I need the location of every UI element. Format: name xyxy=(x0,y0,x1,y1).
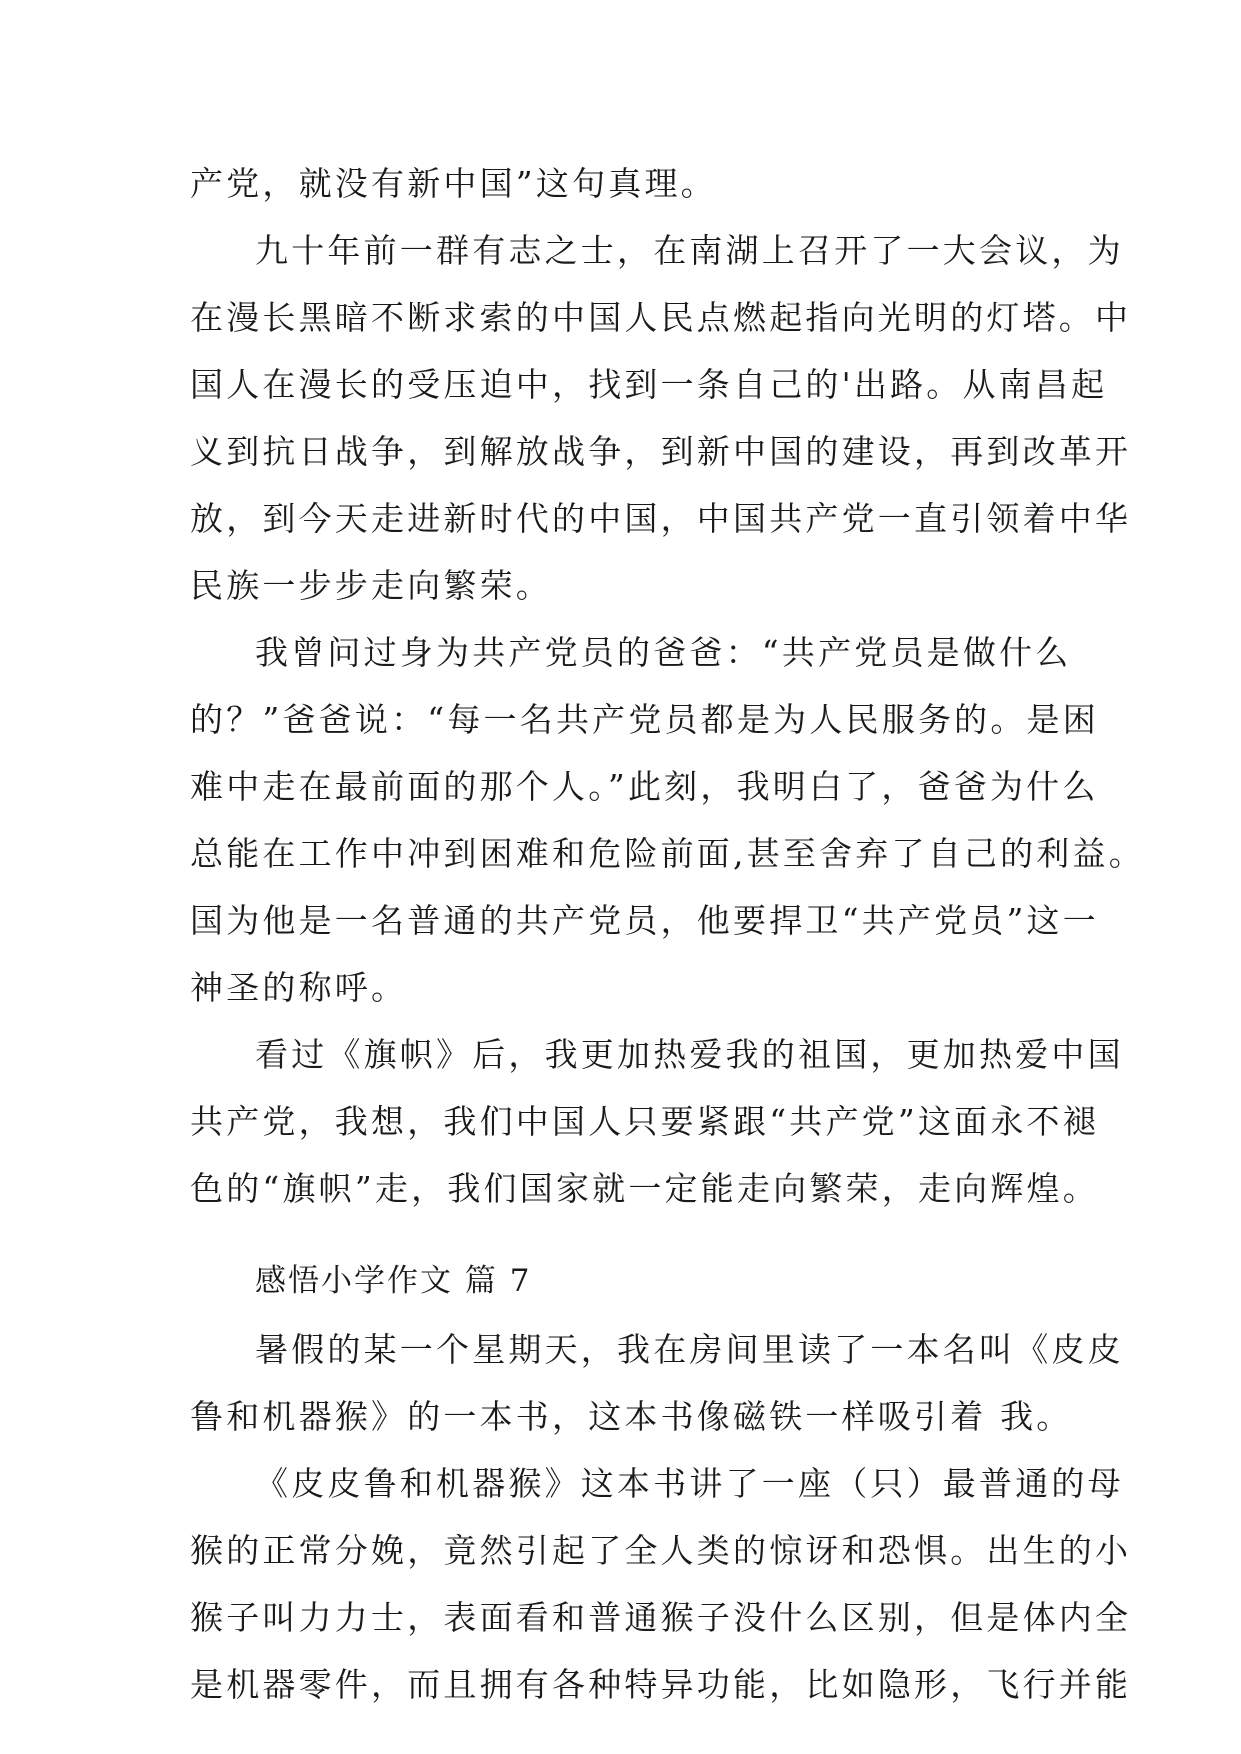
text-line: 的？”爸爸说：“每一名共产党员都是为人民服务的。是困 xyxy=(190,700,1099,739)
text-line: 暑假的某一个星期天，我在房间里读了一本名叫《皮皮 xyxy=(255,1330,1124,1369)
text-line: 难中走在最前面的那个人。”此刻，我明白了，爸爸为什么 xyxy=(190,767,1099,806)
text-line: 总能在工作中冲到困难和危险前面,甚至舍弃了自己的利益。 xyxy=(190,834,1145,873)
text-line: 放，到今天走进新时代的中国，中国共产党一直引领着中华 xyxy=(190,499,1132,538)
text-line: 色的“旗帜”走，我们国家就一定能走向繁荣，走向辉煌。 xyxy=(190,1169,1099,1208)
text-line: 民族一步步走向繁荣。 xyxy=(190,566,552,605)
text-line: 是机器零件，而且拥有各种特异功能，比如隐形，飞行并能 xyxy=(190,1665,1132,1704)
text-line: 《皮皮鲁和机器猴》这本书讲了一座（只）最普通的母 xyxy=(255,1464,1124,1503)
text-line: 国为他是一名普通的共产党员，他要捍卫“共产党员”这一 xyxy=(190,901,1099,940)
text-line: 国人在漫长的受压迫中，找到一条自己的'出路。从南昌起 xyxy=(190,365,1108,404)
text-line: 猴的正常分娩，竟然引起了全人类的惊讶和恐惧。出生的小 xyxy=(190,1531,1132,1570)
text-line: 九十年前一群有志之士，在南湖上召开了一大会议，为 xyxy=(255,231,1124,270)
text-line: 看过《旗帜》后，我更加热爱我的祖国，更加热爱中国 xyxy=(255,1035,1124,1074)
text-line: 在漫长黑暗不断求索的中国人民点燃起指向光明的灯塔。中 xyxy=(190,298,1132,337)
text-line: 义到抗日战争，到解放战争，到新中国的建设，再到改革开 xyxy=(190,432,1132,471)
text-line: 产党，就没有新中国”这句真理。 xyxy=(190,164,717,203)
section-heading: 感悟小学作文 篇 7 xyxy=(255,1263,532,1299)
text-line: 神圣的称呼。 xyxy=(190,968,408,1007)
text-line: 猴子叫力力士，表面看和普通猴子没什么区别，但是体内全 xyxy=(190,1598,1132,1637)
text-line: 我曾问过身为共产党员的爸爸：“共产党员是做什么 xyxy=(255,633,1072,672)
text-line: 共产党，我想，我们中国人只要紧跟“共产党”这面永不褪 xyxy=(190,1102,1099,1141)
text-line: 鲁和机器猴》的一本书，这本书像磁铁一样吸引着 我。 xyxy=(190,1397,1073,1436)
